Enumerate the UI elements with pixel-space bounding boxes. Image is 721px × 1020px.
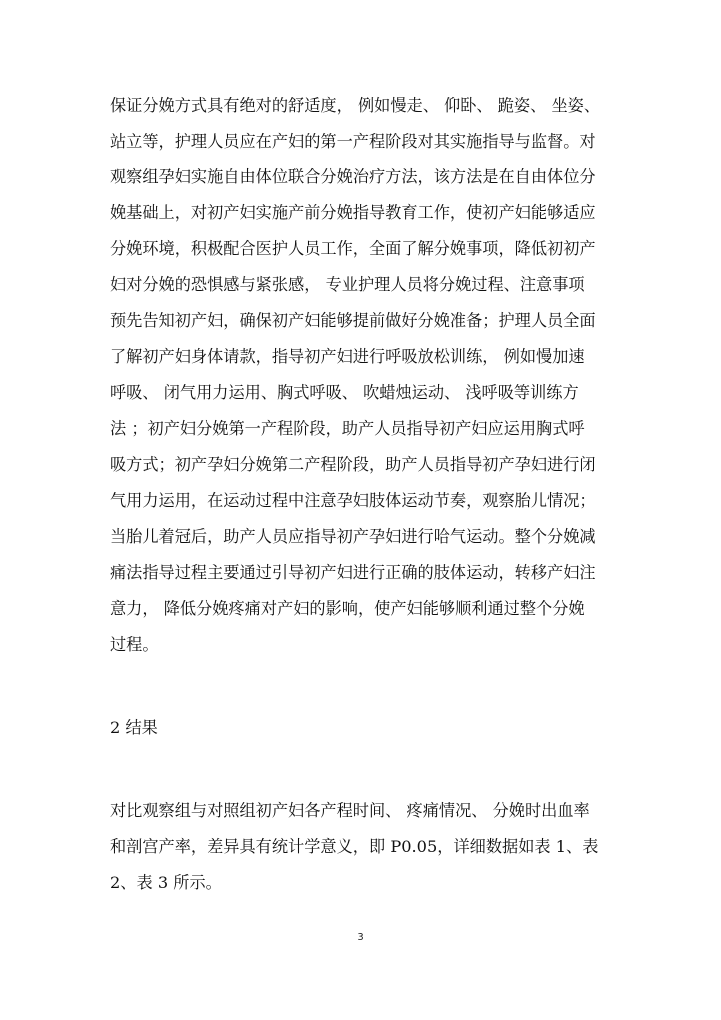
text-line: 过程。 — [110, 635, 159, 654]
text-line: 了解初产妇身体请款，指导初产妇进行呼吸放松训练， 例如慢加速 — [110, 347, 585, 366]
text-line: 分娩环境，积极配合医护人员工作，全面了解分娩事项，降低初初产 — [110, 239, 596, 258]
text-line: 气用力运用，在运动过程中注意孕妇肢体运动节奏，观察胎儿情况； — [110, 491, 596, 510]
text-line: 2、表 3 所示。 — [110, 873, 222, 892]
section-heading: 2 结果 — [110, 718, 158, 737]
text-line: 对比观察组与对照组初产妇各产程时间、 疼痛情况、 分娩时出血率 — [110, 801, 590, 820]
text-line: 当胎儿着冠后，助产人员应指导初产孕妇进行哈气运动。整个分娩减 — [110, 527, 596, 546]
text-line: 法 ；初产妇分娩第一产程阶段，助产人员指导初产妇应运用胸式呼 — [110, 419, 585, 438]
text-line: 痛法指导过程主要通过引导初产妇进行正确的肢体运动，转移产妇注 — [110, 563, 596, 582]
text-line: 和剖宫产率，差异具有统计学意义，即 P0.05，详细数据如表 1、表 — [110, 837, 599, 856]
text-line: 呼吸、 闭气用力运用、胸式呼吸、 吹蜡烛运动、 浅呼吸等训练方 — [110, 383, 579, 402]
text-line: 站立等，护理人员应在产妇的第一产程阶段对其实施指导与监督。对 — [110, 132, 596, 151]
page-number: 3 — [357, 932, 364, 943]
text-line: 意力， 降低分娩疼痛对产妇的影响，使产妇能够顺利通过整个分娩 — [110, 599, 585, 618]
text-line: 娩基础上，对初产妇实施产前分娩指导教育工作，使初产妇能够适应 — [110, 203, 596, 222]
text-line: 预先告知初产妇，确保初产妇能够提前做好分娩准备；护理人员全面 — [110, 311, 596, 330]
text-line: 观察组孕妇实施自由体位联合分娩治疗方法，该方法是在自由体位分 — [110, 167, 596, 186]
text-line: 吸方式；初产孕妇分娩第二产程阶段，助产人员指导初产孕妇进行闭 — [110, 455, 596, 474]
text-line: 妇对分娩的恐惧感与紧张感， 专业护理人员将分娩过程、注意事项 — [110, 275, 585, 294]
text-line: 保证分娩方式具有绝对的舒适度， 例如慢走、 仰卧、 跪姿、 坐姿、 — [110, 96, 601, 115]
